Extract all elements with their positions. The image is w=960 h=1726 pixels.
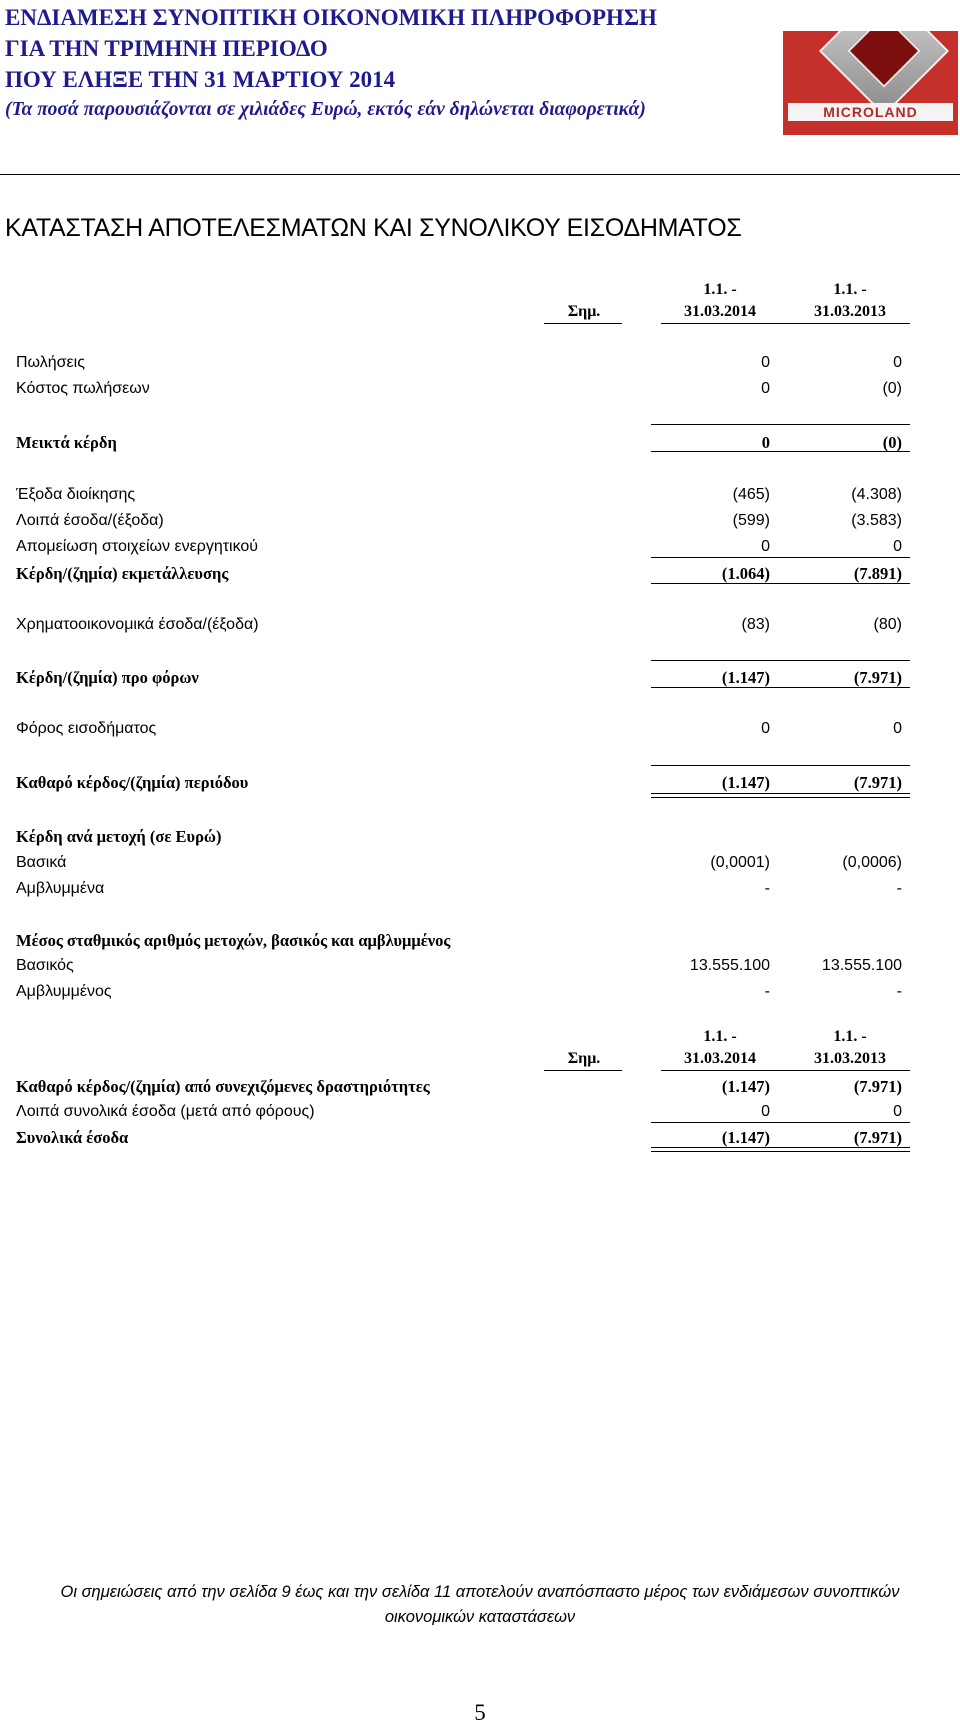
table-row-gross-profit [16, 430, 906, 456]
row-label: Αμβλυμμένος [16, 983, 112, 1000]
footnote-line-1: Οι σημειώσεις από την σελίδα 9 έως και την σελίδα 11 αποτελούν αναπόσπαστο μέρος των ενδιάμεσων συνοπτικών [60, 1583, 900, 1601]
value-2014: 0 [761, 538, 770, 555]
header-subtitle: (Τα ποσά παρουσιάζονται σε χιλιάδες Ευρώ, εκτός εάν δηλώνεται διαφορετικά) [5, 99, 646, 120]
value-2014: (1.147) [721, 1128, 770, 1147]
table-row-finance-income [16, 612, 906, 638]
row-label: Έξοδα διοίκησης [16, 486, 136, 503]
row-label: Καθαρό κέρδος/(ζημία) από συνεχιζόμενες δραστηριότητες [16, 1077, 430, 1096]
value-2013: 0 [893, 538, 902, 555]
double-underline [651, 797, 910, 798]
value-2013: (7.971) [853, 1128, 902, 1147]
value-2014: (1.064) [721, 564, 770, 583]
value-2013: (0) [882, 433, 902, 452]
table-row-continuing-ops [16, 1074, 906, 1100]
period-2013-end: 31.03.2013 [814, 303, 886, 320]
value-2014: (1.147) [721, 668, 770, 687]
period-2014-end: 31.03.2014 [684, 303, 756, 320]
value-2013: 13.555.100 [821, 957, 902, 974]
note-header-underline [544, 323, 622, 324]
period-2014-start: 1.1. - [703, 281, 737, 298]
header-divider [0, 174, 960, 175]
period-2013-header-2 [790, 1026, 910, 1070]
value-2013: (0) [882, 380, 902, 397]
value-2013: - [896, 880, 902, 897]
row-label: Βασικά [16, 854, 67, 871]
value-2013: 0 [893, 354, 902, 371]
row-label: Μεικτά κέρδη [16, 433, 117, 452]
table-row-cost-of-sales [16, 376, 906, 402]
value-2014: - [764, 880, 770, 897]
header-line-1: ΕΝΔΙΑΜΕΣΗ ΣΥΝΟΠΤΙΚΗ ΟΙΚΟΝΟΜΙΚΗ ΠΛΗΡΟΦΟΡΗΣΗ [5, 5, 657, 30]
note-column-label: Σημ. [567, 1050, 601, 1067]
value-2013: (7.971) [853, 668, 902, 687]
value-2013: 0 [893, 1103, 902, 1120]
period-2013-start: 1.1. - [833, 281, 867, 298]
value-2013: (4.308) [851, 486, 902, 503]
subtotal-line [651, 424, 910, 425]
row-label: Λοιπά συνολικά έσοδα (μετά από φόρους) [16, 1103, 315, 1120]
microland-logo [783, 31, 958, 135]
header-line-2: ΓΙΑ ΤΗΝ ΤΡΙΜΗΝΗ ΠΕΡΙΟΔΟ [5, 36, 328, 61]
row-label: Πωλήσεις [16, 354, 85, 371]
value-2013: (7.971) [853, 1077, 902, 1096]
row-label: Βασικός [16, 957, 74, 974]
value-2014: (1.147) [721, 1077, 770, 1096]
row-label: Φόρος εισοδήματος [16, 720, 157, 737]
table-row-shares-basic [16, 953, 906, 979]
value-2013: (7.891) [853, 564, 902, 583]
row-label: Μέσος σταθμικός αριθμός μετοχών, βασικός και αμβλυμμένος [16, 931, 451, 950]
table-row-income-tax [16, 716, 906, 742]
value-2014: (599) [732, 512, 770, 529]
value-2013: (0,0006) [842, 854, 902, 871]
value-2014: 13.555.100 [689, 957, 770, 974]
period-2014-end: 31.03.2014 [684, 1050, 756, 1067]
value-2014: (0,0001) [710, 854, 770, 871]
period-2013-end: 31.03.2013 [814, 1050, 886, 1067]
value-2013: (3.583) [851, 512, 902, 529]
value-2014: 0 [761, 433, 770, 452]
value-2013: - [896, 983, 902, 1000]
logo-wordmark: MICROLAND [788, 103, 953, 121]
double-underline [651, 793, 910, 794]
subtotal-line [651, 451, 910, 452]
value-2014: (465) [732, 486, 770, 503]
note-column-header-2 [548, 1048, 620, 1070]
double-underline [651, 1151, 910, 1152]
value-2013: (80) [873, 616, 902, 633]
table-row-eps-heading [16, 824, 906, 850]
row-label: Συνολικά έσοδα [16, 1128, 129, 1147]
value-2014: (1.147) [721, 773, 770, 792]
table-row-sales [16, 350, 906, 376]
subtotal-line [651, 557, 910, 558]
value-2014: 0 [761, 354, 770, 371]
note-column-header [548, 301, 620, 323]
table-row-admin-expenses [16, 482, 906, 508]
row-label: Καθαρό κέρδος/(ζημία) περιόδου [16, 773, 249, 792]
subtotal-line [651, 660, 910, 661]
note-column-label: Σημ. [567, 303, 601, 320]
period-2014-header [660, 279, 780, 323]
header-line-3: ΠΟΥ ΕΛΗΞΕ ΤΗΝ 31 ΜΑΡΤΙΟΥ 2014 [5, 67, 396, 92]
table-row-eps-basic [16, 850, 906, 876]
period-2013-header [790, 279, 910, 323]
value-2014: - [764, 983, 770, 1000]
row-label: Κέρδη/(ζημία) προ φόρων [16, 668, 199, 687]
double-underline [651, 1147, 910, 1148]
period-header-underline [661, 323, 910, 324]
value-2013: 0 [893, 720, 902, 737]
table-row-other-income [16, 508, 906, 534]
table-row-shares-diluted [16, 979, 906, 1005]
subtotal-line [651, 583, 910, 584]
value-2013: (7.971) [853, 773, 902, 792]
table-row-eps-diluted [16, 876, 906, 902]
row-label: Κόστος πωλήσεων [16, 380, 150, 397]
value-2014: 0 [761, 1103, 770, 1120]
period-2014-start: 1.1. - [703, 1028, 737, 1045]
note-header-underline [544, 1070, 622, 1071]
row-label: Λοιπά έσοδα/(έξοδα) [16, 512, 164, 529]
row-label: Απομείωση στοιχείων ενεργητικού [16, 538, 259, 555]
footnote-line-2: οικονομικών καταστάσεων [384, 1608, 576, 1626]
subtotal-line [651, 687, 910, 688]
table-row-shares-heading [16, 928, 906, 954]
value-2014: 0 [761, 720, 770, 737]
statement-title: ΚΑΤΑΣΤΑΣΗ ΑΠΟΤΕΛΕΣΜΑΤΩΝ ΚΑΙ ΣΥΝΟΛΙΚΟΥ ΕΙΣΟΔΗΜΑΤΟΣ [5, 214, 742, 242]
value-2014: (83) [741, 616, 770, 633]
subtotal-line [651, 765, 910, 766]
row-label: Κέρδη ανά μετοχή (σε Ευρώ) [16, 827, 222, 846]
page-number: 5 [474, 1700, 486, 1725]
subtotal-line [651, 1122, 910, 1123]
period-2013-start: 1.1. - [833, 1028, 867, 1045]
report-header [5, 2, 657, 125]
notes-footnote [10, 1580, 950, 1630]
period-header-underline [661, 1070, 910, 1071]
period-2014-header-2 [660, 1026, 780, 1070]
value-2014: 0 [761, 380, 770, 397]
row-label: Κέρδη/(ζημία) εκμετάλλευσης [16, 564, 229, 583]
row-label: Αμβλυμμένα [16, 880, 105, 897]
row-label: Χρηματοοικονομικά έσοδα/(έξοδα) [16, 616, 259, 633]
